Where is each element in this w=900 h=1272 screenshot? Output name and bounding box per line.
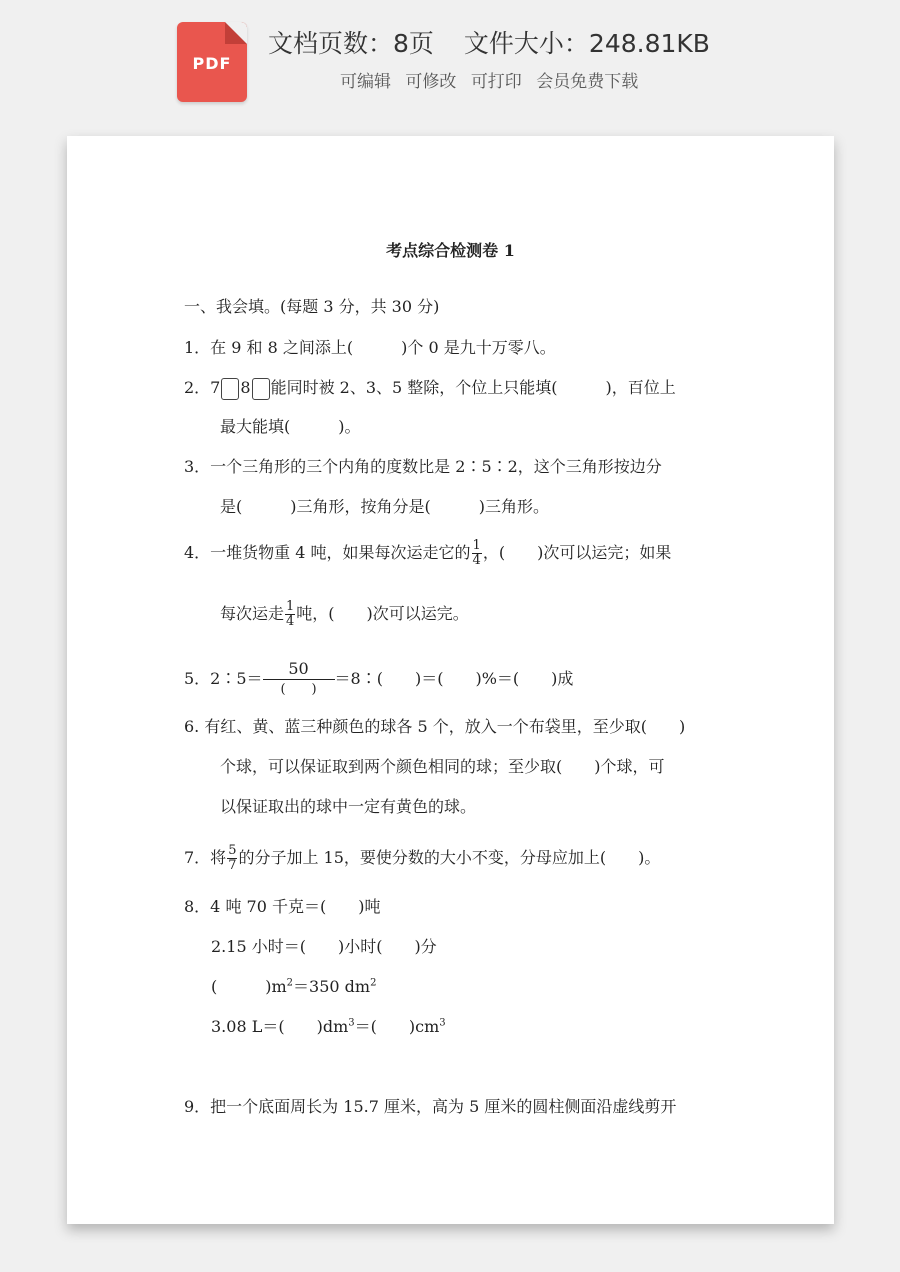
pdf-file-icon <box>177 22 247 102</box>
q5-text-a: 5．2∶5＝ <box>184 669 263 688</box>
question-7 <box>184 844 660 873</box>
q4-text-b: ，( )次可以运完；如果 <box>482 543 672 562</box>
question-3: 3．一个三角形的三个内角的度数比是 2∶5∶2，这个三角形按边分 <box>184 457 662 476</box>
question-8-part3 <box>211 976 376 998</box>
file-size: 文件大小：248.81KB <box>463 29 710 58</box>
q2-text-c: 能同时被 2、3、5 整除，个位上只能填( )，百位上 <box>270 378 676 397</box>
question-9: 9．把一个底面周长为 15.7 厘米，高为 5 厘米的圆柱侧面沿虚线剪开 <box>184 1097 677 1116</box>
q8-c-text-b: ＝350 dm <box>293 977 371 996</box>
question-5 <box>184 659 573 700</box>
fraction-numerator: 5 <box>228 843 237 858</box>
question-8-part2: 2.15 小时＝( )小时( )分 <box>211 937 437 956</box>
q5-text-b: ＝8∶( )＝( )%＝( )成 <box>334 669 574 688</box>
fraction-numerator: 1 <box>286 599 295 614</box>
feature-member-download: 会员免费下载 <box>536 72 639 92</box>
question-8: 8．4 吨 70 千克＝( )吨 <box>184 897 381 916</box>
page-count: 文档页数：8页 <box>268 29 434 58</box>
question-3-cont: 是( )三角形，按角分是( )三角形。 <box>220 497 549 516</box>
pdf-icon-label: PDF <box>192 54 232 73</box>
q8-d-text-a: 3.08 L＝( )dm <box>211 1017 349 1036</box>
fraction-denominator: 4 <box>472 553 481 568</box>
superscript: 3 <box>348 1017 355 1029</box>
file-meta <box>268 24 740 60</box>
question-6: 6. 有红、黄、蓝三种颜色的球各 5 个，放入一个布袋里，至少取( ) <box>184 717 686 736</box>
q2-text-a: 2．7 <box>184 378 221 397</box>
question-2 <box>184 377 676 400</box>
document-title: 考点综合检测卷 1 <box>386 241 515 260</box>
feature-list <box>340 67 647 92</box>
q7-text-b: 的分子加上 15，要使分数的大小不变，分母应加上( )。 <box>238 848 661 867</box>
superscript: 3 <box>439 1017 446 1029</box>
q8-d-text-b: ＝( )cm <box>354 1017 440 1036</box>
feature-printable: 可打印 <box>470 72 522 92</box>
q2-text-b: 8 <box>240 378 251 397</box>
question-4 <box>184 539 671 568</box>
fraction <box>227 844 237 873</box>
document-page <box>67 136 834 1224</box>
fraction-denominator: 4 <box>286 614 295 629</box>
q7-text-a: 7．将 <box>184 848 227 867</box>
superscript: 2 <box>370 977 377 989</box>
fraction-numerator: 50 <box>263 659 335 680</box>
feature-editable: 可编辑 <box>340 72 391 92</box>
fraction-numerator: 1 <box>472 538 481 553</box>
q8-c-text-a: ( )m <box>211 977 287 996</box>
digit-box <box>221 378 239 400</box>
fraction <box>285 600 295 629</box>
download-header <box>0 0 900 120</box>
question-4-cont <box>220 600 469 629</box>
fraction-denominator: ( ) <box>280 682 317 697</box>
q4-text-d: 吨，( )次可以运完。 <box>296 604 469 623</box>
fraction <box>263 659 335 700</box>
q4-text-a: 4．一堆货物重 4 吨，如果每次运走它的 <box>184 543 471 562</box>
fraction-denominator: 7 <box>228 858 237 873</box>
fraction <box>472 539 482 568</box>
question-1: 1．在 9 和 8 之间添上( )个 0 是九十万零八。 <box>184 338 556 357</box>
feature-modifiable: 可修改 <box>405 72 457 92</box>
question-6-cont: 个球，可以保证取到两个颜色相同的球；至少取( )个球，可 <box>220 757 665 776</box>
superscript: 2 <box>286 977 294 989</box>
digit-box <box>252 378 270 400</box>
question-2-cont: 最大能填( )。 <box>220 417 361 436</box>
q4-text-c: 每次运走 <box>220 604 285 623</box>
question-8-part4 <box>211 1016 446 1038</box>
section-heading: 一、我会填。(每题 3 分，共 30 分) <box>184 297 440 316</box>
question-6-cont2: 以保证取出的球中一定有黄色的球。 <box>220 797 477 816</box>
